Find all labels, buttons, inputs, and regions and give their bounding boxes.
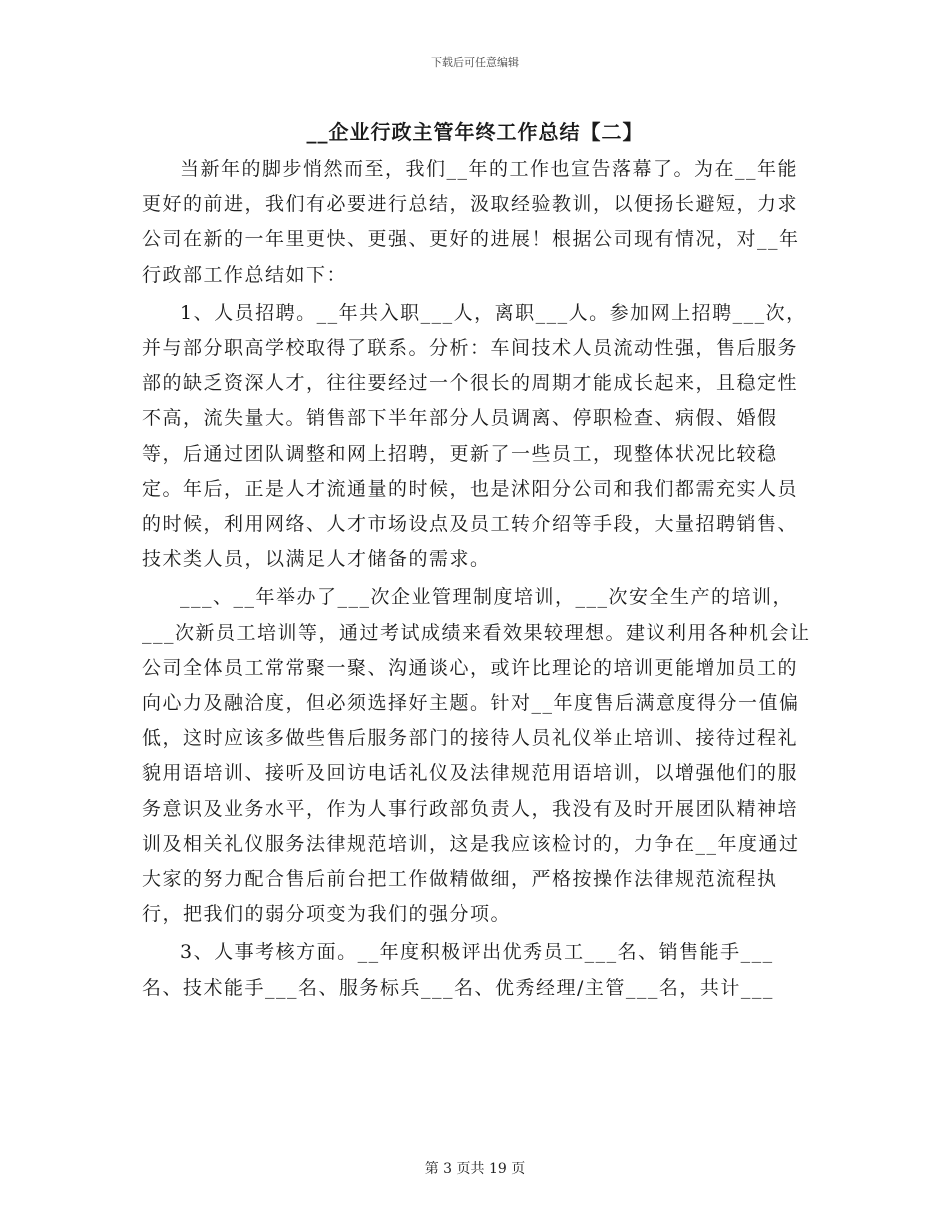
document-body [142, 152, 812, 1006]
paragraph-training: ___、__年举办了___次企业管理制度培训，___次安全生产的培训，___次新员工培训等，通过考试成绩来看效果较理想。建议利用各种机会让公司全体员工常常聚一聚、沟通谈心，或许比理论的培训更能增加员工的向心力及融洽度，但必须选择好主题。针对__年度售后满意度得分一值偏低，这时应该多做些售后服务部门的接待人员礼仪举止培训、接待过程礼貌用语培训、接听及回访电话礼仪及法律规范用语培训，以增强他们的服务意识及业务水平，作为人事行政部负责人，我没有及时开展团队精神培训及相关礼仪服务法律规范培训，这是我应该检讨的，力争在__年度通过大家的努力配合售后前台把工作做精做细，严格按操作法律规范流程执行，把我们的弱分项变为我们的强分项。 [142, 586, 811, 926]
paragraph-intro: 当新年的脚步悄然而至，我们__年的工作也宣告落幕了。为在__年能更好的前进，我们有必要进行总结，汲取经验教训，以便扬长避短，力求公司在新的一年里更快、更强、更好的进展！根据公司现有情况，对__年行政部工作总结如下： [142, 158, 800, 286]
document-title: __企业行政主管年终工作总结【二】 [306, 120, 644, 144]
paragraph-recruitment: 1、人员招聘。__年共入职___人，离职___人。参加网上招聘___次，并与部分职高学校取得了联系。分析：车间技术人员流动性强，售后服务部的缺乏资深人才，往往要经过一个很长的周期才能成长起来，且稳定性不高，流失量大。销售部下半年部分人员调离、停职检查、病假、婚假等，后通过团队调整和网上招聘，更新了一些员工，现整体状况比较稳定。年后，正是人才流通量的时候，也是沭阳分公司和我们都需充实人员的时候，利用网络、人才市场设点及员工转介绍等手段，大量招聘销售、技术类人员，以满足人才储备的需求。 [142, 301, 807, 571]
header-note: 下载后可任意编辑 [431, 56, 519, 69]
paragraph-assessment: 3、人事考核方面。__年度积极评出优秀员工___名、销售能手___名、技术能手___名、服务标兵___名、优秀经理/主管___名，共计___ [142, 941, 774, 999]
page-number: 第 3 页共 19 页 [424, 1161, 526, 1177]
